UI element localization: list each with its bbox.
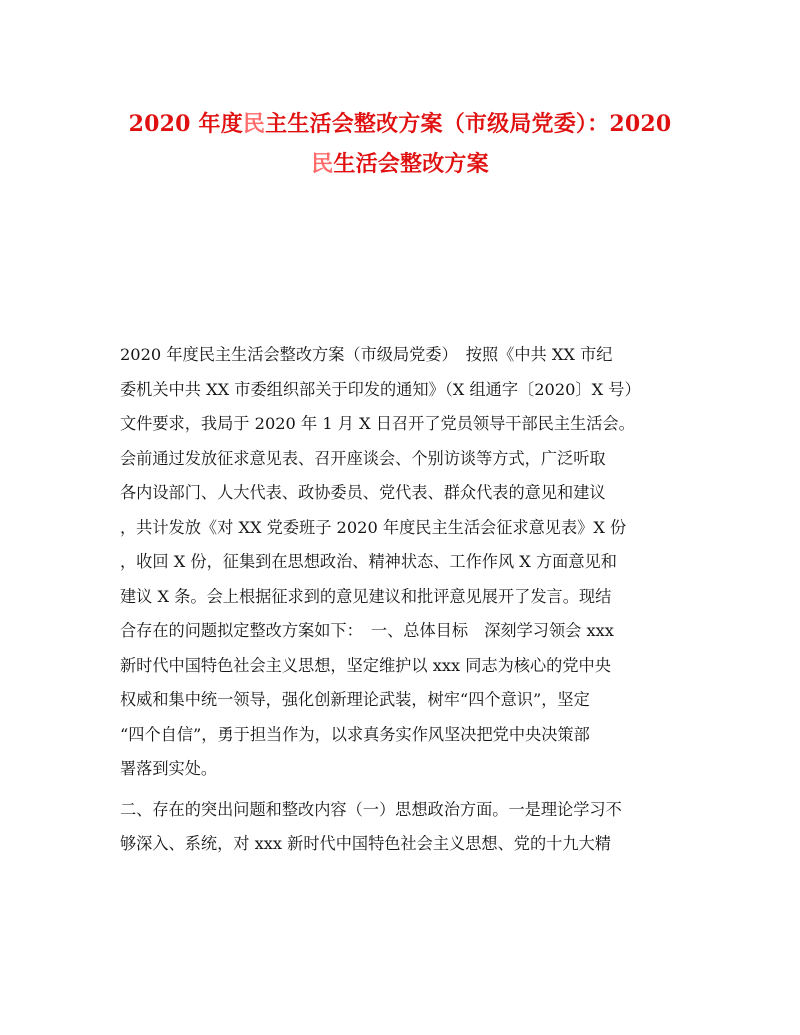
body-line: 各内设部门、人大代表、政协委员、党代表、群众代表的意见和建议 bbox=[120, 483, 606, 502]
body-line: 新时代中国特色社会主义思想，坚定维护以 xxx 同志为核心的党中央 bbox=[120, 655, 611, 675]
body-line: 够深入、系统，对 xxx 新时代中国特色社会主义思想、党的十九大精 bbox=[120, 834, 611, 853]
title-text: 生活会整改方案 bbox=[333, 151, 489, 177]
document-body bbox=[120, 338, 686, 862]
title-line-2 bbox=[100, 144, 700, 184]
body-line: 委机关中共 XX 市委组织部关于印发的通知》（X 组通字〔2020〕X 号） bbox=[120, 379, 641, 399]
body-line: 建议 X 条。会上根据征求到的意见建议和批评意见展开了发言。现结 bbox=[120, 586, 612, 606]
body-line: 署落到实处。 bbox=[120, 759, 218, 778]
body-line: “四个自信”，勇于担当作为，以求真务实作风坚决把党中央决策部 bbox=[120, 724, 590, 744]
title-line-1 bbox=[100, 104, 700, 144]
title-highlight-char: 民 bbox=[311, 151, 334, 177]
title-highlight-char: 民 bbox=[242, 111, 266, 137]
body-line: 2020 年度民主生活会整改方案（市级局党委） 按照《中共 XX 市纪 bbox=[120, 345, 613, 364]
body-line: 文件要求，我局于 2020 年 1 月 X 日召开了党员领导干部民主生活会。 bbox=[120, 414, 635, 433]
body-line: ，共计发放《对 XX 党委班子 2020 年度民主生活会征求意见表》X 份 bbox=[120, 517, 627, 537]
title-text: 2020 年度 bbox=[128, 111, 243, 137]
body-line: 权威和集中统一领导，强化创新理论武装，树牢“四个意识”，坚定 bbox=[120, 690, 590, 709]
body-line: 二、存在的突出问题和整改内容（一）思想政治方面。一是理论学习不 bbox=[120, 799, 622, 819]
body-line: 会前通过发放征求意见表、召开座谈会、个别访谈等方式，广泛听取 bbox=[120, 448, 606, 468]
document-title bbox=[100, 104, 700, 184]
title-text: 主生活会整改方案（市级局党委）：2020 bbox=[265, 111, 672, 137]
body-line: ，收回 X 份，征集到在思想政治、精神状态、工作作风 X 方面意见和 bbox=[120, 552, 617, 571]
body-line: 合存在的问题拟定整改方案如下： 一、总体目标 深刻学习领会 xxx bbox=[120, 621, 614, 640]
